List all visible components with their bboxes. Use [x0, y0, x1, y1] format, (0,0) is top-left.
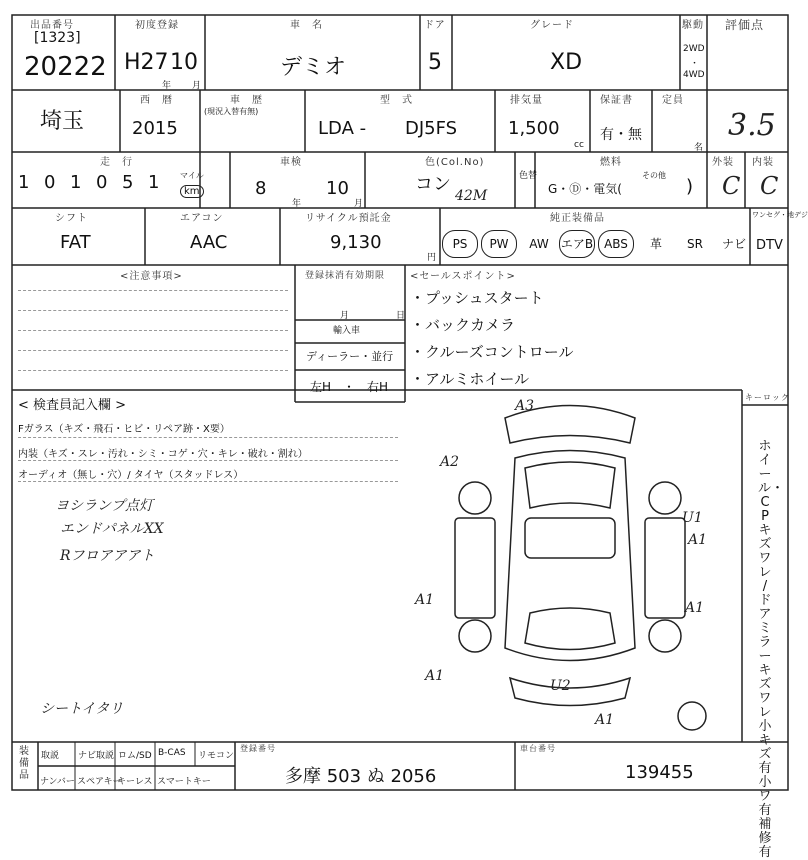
interior-note: 内装（キズ・スレ・汚れ・シミ・コゲ・穴・キレ・破れ・割れ） [18, 449, 308, 460]
damage-mark: U2 [550, 678, 571, 694]
model: DJ5FS [405, 118, 458, 139]
warranty: 有・無 [600, 127, 642, 143]
right-column-note: ホイール・CPキズワレ / ドアミラーキズワレ 小キズ有 小ワ有 補修有 [758, 439, 785, 860]
car-diagram [415, 398, 720, 738]
footer-item: リモコン [198, 751, 235, 761]
mileage-digit: 0 [96, 172, 108, 193]
deadline-month: 月 [340, 311, 350, 321]
drive-dot: ・ [690, 59, 700, 69]
recycle-unit: 円 [427, 253, 437, 263]
equipment-label: 純正装備品 [550, 213, 605, 224]
month-unit: 月 [192, 81, 202, 91]
drive-2wd: 2WD [683, 44, 705, 54]
damage-mark: A3 [515, 398, 535, 414]
handle-side: 左H ・ 右H [310, 380, 389, 394]
western-year: 2015 [132, 118, 178, 139]
sales-point: ・プッシュスタート [410, 289, 544, 307]
doors-label: ドア [424, 20, 446, 31]
inspection-year: 8 [255, 178, 267, 199]
displacement: 1,500 [508, 118, 560, 139]
handwritten-1: ヨシランプ点灯 [55, 498, 153, 514]
sales-point: ・バックカメラ [410, 316, 516, 334]
color-change-label: 色替 [519, 171, 538, 181]
dealer-type: ディーラー・並行 [306, 350, 394, 363]
mileage-unit-top: マイル [180, 171, 204, 180]
equipment-item: PW [481, 230, 517, 258]
tv-label: ワンセグ・地デジ [752, 211, 808, 219]
sales-point: ・クルーズコントロール [410, 343, 574, 361]
capacity-unit: 名 [694, 143, 704, 153]
equipment-item: PS [442, 230, 478, 258]
footer-item: ナビ取説 [78, 751, 115, 761]
mileage-digit: 1 [18, 172, 30, 193]
color: コン [415, 174, 451, 195]
handwritten-2: エンドパネルXX [60, 521, 164, 537]
chassis-label: 車 歴 [230, 95, 263, 106]
caution-label: <注意事項> [120, 271, 183, 282]
lot-number: 20222 [24, 52, 107, 82]
doors: 5 [428, 50, 442, 75]
recycle: 9,130 [330, 232, 382, 253]
ac-label: エアコン [180, 213, 224, 224]
equipment-item: 革 [649, 237, 662, 251]
exterior-score: C [722, 172, 741, 200]
footer-side: 装備品 [19, 746, 29, 781]
score-label: 評価点 [725, 18, 765, 32]
equipment-item: ナビ [721, 237, 746, 251]
plate-label: 登録番号 [240, 744, 276, 753]
model-prefix: LDA - [318, 118, 367, 139]
mileage-digit: 1 [70, 172, 82, 193]
inspection-year-unit: 年 [292, 199, 302, 209]
first-reg: H27 [124, 50, 169, 75]
displacement-label: 排気量 [510, 95, 543, 106]
shift-label: シフト [55, 213, 88, 224]
drive-4wd: 4WD [683, 70, 705, 80]
car-name-label: 車 名 [290, 20, 323, 31]
damage-mark: A1 [415, 592, 435, 608]
equipment-item: ABS [598, 230, 634, 258]
mileage-unit: km [180, 185, 204, 198]
color-label: 色(Col.No) [425, 157, 485, 168]
footer-item: 取説 [41, 751, 60, 761]
damage-mark: U1 [682, 510, 703, 526]
sales-label: <セールスポイント> [410, 271, 516, 282]
warranty-label: 保証書 [600, 95, 633, 106]
damage-mark: A1 [685, 600, 705, 616]
interior-score: C [760, 172, 779, 200]
equipment-item: AW [529, 237, 549, 251]
footer-item: キーレス [117, 777, 153, 787]
inspector-title: < 検査員記入欄 > [18, 398, 127, 413]
shift: FAT [60, 232, 91, 253]
year-unit: 年 [162, 81, 172, 91]
footer-item: スペアキー [77, 777, 122, 787]
grade-label: グレード [530, 20, 574, 31]
interior-label: 内装 [752, 157, 774, 168]
ac: AAC [190, 232, 228, 253]
handwritten-bottom: シートイタリ [40, 701, 124, 717]
mileage-digit: 5 [122, 172, 134, 193]
inspection-month-unit: 月 [354, 199, 364, 209]
first-reg-label: 初度登録 [135, 20, 179, 31]
deadline-day: 日 [396, 311, 406, 321]
footer-item: ナンバー [40, 777, 75, 787]
handwritten-3: Rフロアアアト [60, 548, 155, 564]
mileage-label: 走 行 [100, 157, 133, 168]
damage-mark: A1 [595, 712, 615, 728]
drive-label: 駆動 [682, 20, 704, 31]
lot-label: 出品番号 [30, 20, 74, 31]
fuel: G・Ⓓ・電気( [548, 182, 622, 196]
chassis-no-label: 車台番号 [520, 744, 556, 753]
glass-note: Fガラス（キズ・飛石・ヒビ・リペア跡・X要） [18, 424, 230, 435]
footer-item: スマートキー [157, 777, 211, 787]
equipment-item: SR [687, 237, 703, 251]
audio-note: オーディオ（無し・穴）/ タイヤ（スタッドレス） [18, 470, 244, 481]
chassis-note: (現況入替有無) [204, 107, 259, 116]
inspection-label: 車検 [280, 157, 302, 168]
footer-item: B-CAS [158, 748, 186, 758]
damage-mark: A1 [425, 668, 445, 684]
chassis-number: 139455 [625, 762, 694, 783]
tv: DTV [756, 238, 783, 253]
capacity-label: 定員 [662, 95, 684, 106]
model-label: 型 式 [380, 95, 413, 106]
fuel-other: その他 [642, 171, 666, 180]
exterior-label: 外装 [712, 157, 734, 168]
lot-bracket: [1323] [34, 30, 81, 46]
inspection-month: 10 [326, 178, 349, 199]
prefecture: 埼玉 [40, 109, 85, 134]
displacement-unit: cc [574, 140, 584, 150]
damage-mark: A1 [688, 532, 708, 548]
deadline-label: 登録抹消有効期限 [305, 271, 386, 281]
fuel-close: ) [686, 176, 694, 197]
car-name: デミオ [280, 55, 347, 80]
color-no: 42M [455, 188, 488, 204]
equipment-item: エアB [559, 230, 595, 258]
sales-point: ・アルミホイール [410, 370, 530, 388]
footer-item: ロム/SD [118, 751, 152, 761]
recycle-label: リサイクル預託金 [305, 213, 392, 224]
grade: XD [550, 50, 583, 75]
mileage-digit: 1 [148, 172, 160, 193]
score: 3.5 [728, 108, 776, 143]
mileage-digit: 0 [44, 172, 56, 193]
western-year-label: 西 暦 [140, 95, 173, 106]
first-reg-month: 10 [170, 50, 198, 75]
import-label: 輸入車 [333, 326, 361, 336]
fuel-label: 燃料 [600, 157, 622, 168]
key-lock-label: キーロック [745, 393, 790, 402]
damage-mark: A2 [440, 454, 460, 470]
plate-number: 多摩 503 ぬ 2056 [285, 766, 437, 787]
